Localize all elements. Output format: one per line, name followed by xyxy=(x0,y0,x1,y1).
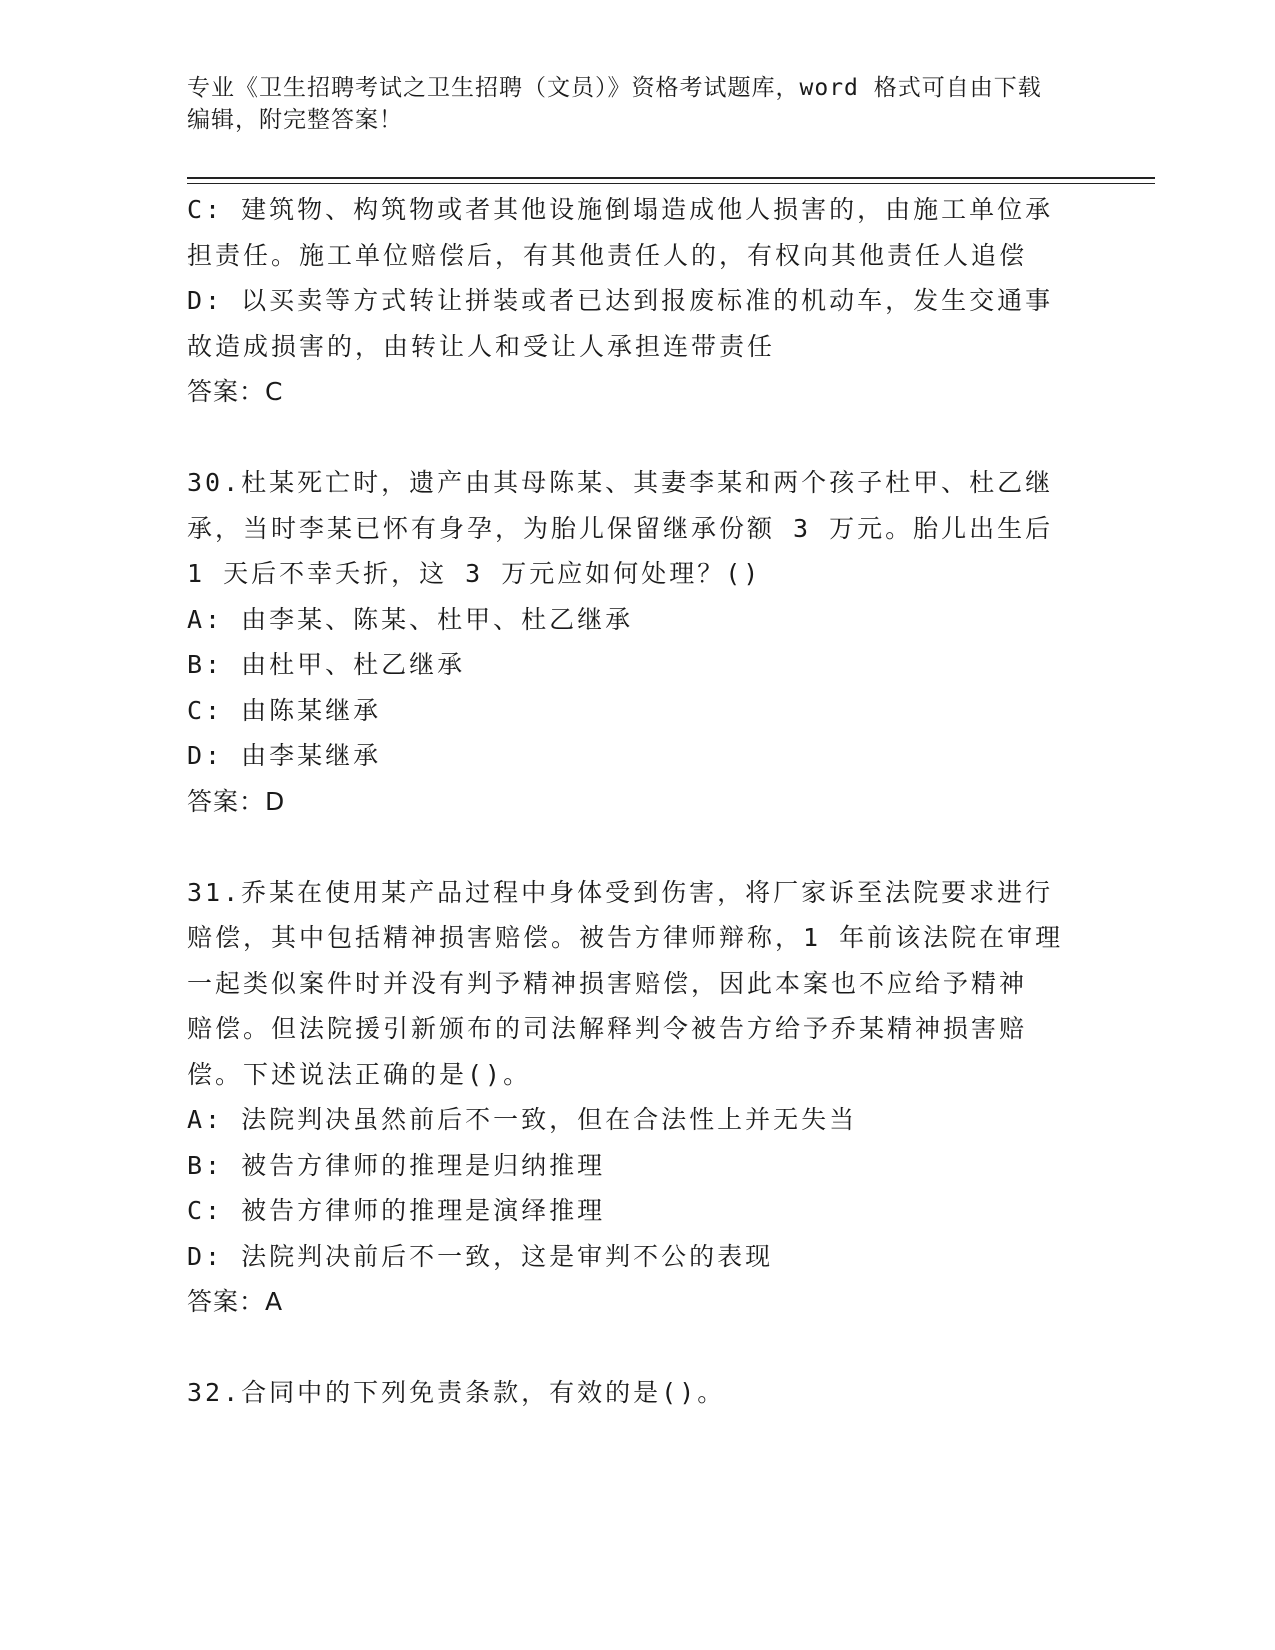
option-b: B: 由杜甲、杜乙继承 xyxy=(187,650,466,679)
question-stem: 偿。下述说法正确的是()。 xyxy=(187,1059,532,1089)
option-b: B: 被告方律师的推理是归纳推理 xyxy=(187,1150,606,1180)
header-divider xyxy=(187,177,1155,179)
question-31 xyxy=(187,870,1087,1325)
header-line: 编辑，附完整答案！ xyxy=(187,107,403,133)
answer: 答案：C xyxy=(187,377,284,406)
question-29-continued xyxy=(187,187,1087,415)
header-line: 专业《卫生招聘考试之卫生招聘（文员）》资格考试题库，word 格式可自由下载 xyxy=(187,75,1042,101)
question-stem: 承，当时李某已怀有身孕，为胎儿保留继承份额 3 万元。胎儿出生后 xyxy=(187,513,1054,543)
option-d: D: 由李某继承 xyxy=(187,741,382,770)
option-d: D: 以买卖等方式转让拼装或者已达到报废标准的机动车，发生交通事 xyxy=(187,286,1054,315)
option-d: D: 法院判决前后不一致，这是审判不公的表现 xyxy=(187,1241,774,1271)
option-c: C: 由陈某继承 xyxy=(187,695,382,725)
question-stem: 31.乔某在使用某产品过程中身体受到伤害，将厂家诉至法院要求进行 xyxy=(187,877,1054,907)
option-c: C: 建筑物、构筑物或者其他设施倒塌造成他人损害的，由施工单位承 xyxy=(187,195,1054,224)
spacer xyxy=(187,1325,1087,1371)
option-a: A: 由李某、陈某、杜甲、杜乙继承 xyxy=(187,604,634,634)
option-c: C: 被告方律师的推理是演绎推理 xyxy=(187,1196,606,1225)
option-a: A: 法院判决虽然前后不一致，但在合法性上并无失当 xyxy=(187,1105,858,1134)
question-32 xyxy=(187,1370,1087,1416)
answer: 答案：D xyxy=(187,786,286,816)
header-divider-thin xyxy=(187,183,1155,184)
question-stem: 30.杜某死亡时，遗产由其母陈某、其妻李某和两个孩子杜甲、杜乙继 xyxy=(187,468,1054,497)
option-d-cont: 故造成损害的，由转让人和受让人承担连带责任 xyxy=(187,331,776,361)
question-30 xyxy=(187,460,1087,824)
question-list xyxy=(187,187,1087,1416)
option-c-cont: 担责任。施工单位赔偿后，有其他责任人的，有权向其他责任人追偿 xyxy=(187,240,1028,270)
question-stem: 32.合同中的下列免责条款，有效的是()。 xyxy=(187,1378,726,1407)
spacer xyxy=(187,824,1087,870)
answer: 答案：A xyxy=(187,1287,284,1316)
question-stem: 赔偿。但法院援引新颁布的司法解释判令被告方给予乔某精神损害赔 xyxy=(187,1014,1028,1043)
question-stem: 1 天后不幸夭折，这 3 万元应如何处理？() xyxy=(187,559,762,588)
question-stem: 赔偿，其中包括精神损害赔偿。被告方律师辩称，1 年前该法院在审理 xyxy=(187,923,1064,952)
document-header xyxy=(187,72,1087,136)
spacer xyxy=(187,415,1087,461)
question-stem: 一起类似案件时并没有判予精神损害赔偿，因此本案也不应给予精神 xyxy=(187,968,1028,998)
